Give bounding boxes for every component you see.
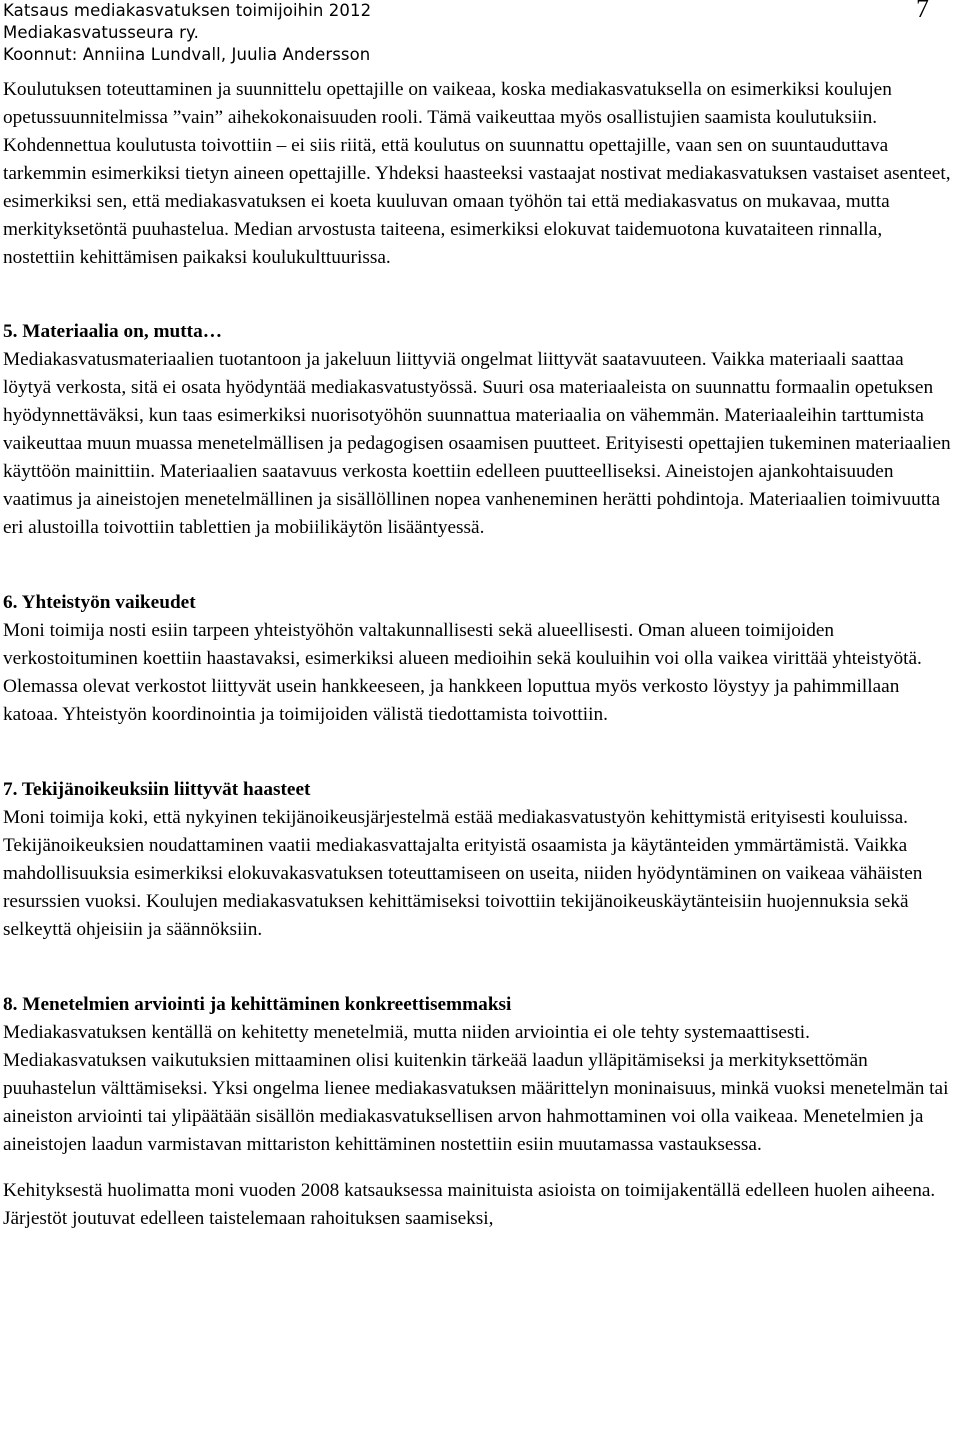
page-number: 7 <box>916 0 929 23</box>
document-body <box>3 76 953 1233</box>
section-heading: 7. Tekijänoikeuksiin liittyvät haasteet <box>3 779 311 800</box>
report-title: Katsaus mediakasvatuksen toimijoihin 2012 <box>3 1 372 20</box>
section-heading: 5. Materiaalia on, mutta… <box>3 321 223 342</box>
section-paragraph: Moni toimija nosti esiin tarpeen yhteistyöhön valtakunnallisesti sekä alueellisesti. Oman alueen toimijoiden verkostoituminen koettiin haastavaksi, esimerkiksi alueen medioihin sekä kouluihin voi olla vaikea virittää yhteistyötä. Olemassa olevat verkostot liittyvät usein hankkeeseen, ja hankkeen loputtua myös verkosto löystyy ja pahimmillaan katoaa. Yhteistyön koordinointia ja toimijoiden välistä tiedottamista toivottiin. <box>3 620 922 725</box>
section-paragraph: Mediakasvatuksen kentällä on kehitetty menetelmiä, mutta niiden arviointia ei ole tehty systemaattisesti. Mediakasvatuksen vaikutuksien mittaaminen olisi kuitenkin tärkeää laadun ylläpitämiseksi ja merkityksettömän puuhastelun välttämiseksi. Yksi ongelma lienee mediakasvatuksen määrittelyn moninaisuus, minkä vuoksi menetelmän tai aineiston arviointi tai ylipäätään sisällön mediakasvatuksellisen arvon hahmottaminen voi olla vaikeaa. Menetelmien ja aineistojen laadun varmistavan mittariston kehittäminen nostettiin esiin muutamassa vastauksessa. <box>3 1022 949 1155</box>
section-heading: 6. Yhteistyön vaikeudet <box>3 592 196 613</box>
section-paragraph: Mediakasvatusmateriaalien tuotantoon ja jakeluun liittyviä ongelmat liittyvät saatavuuteen. Vaikka materiaali saattaa löytyä verkosta, sitä ei osata hyödyntää mediakasvatustyössä. Suuri osa materiaaleista on suunnattu formaalin opetuksen hyödynnettäväksi, kun taas esimerkiksi nuorisotyöhön suunnattua materiaalia on vähemmän. Materiaaleihin tarttumista vaikeuttaa muun muassa menetelmällisen ja pedagogisen osaamisen puutteet. Erityisesti opettajien tukeminen materiaalien käyttöön mainittiin. Materiaalien saatavuus verkosta koettiin edelleen puutteelliseksi. Aineistojen ajankohtaisuuden vaatimus ja aineistojen menetelmällinen ja sisällöllinen nopea vanheneminen herätti pohdintoja. Materiaalien toimivuutta eri alustoilla toivottiin tablettien ja mobiilikäytön lisääntyessä. <box>3 349 951 538</box>
intro-paragraph: Koulutuksen toteuttaminen ja suunnittelu opettajille on vaikeaa, koska mediakasvatuksella on esimerkiksi koulujen opetussuunnitelmissa ”vain” aihekokonaisuuden rooli. Tämä vaikeuttaa myös osallistujien saamista koulutuksiin. Kohdennettua koulutusta toivottiin – ei siis riitä, että koulutus on suunnattu opettajille, vaan sen on suuntauduttava tarkemmin esimerkiksi tietyn aineen opettajille. Yhdeksi haasteeksi vastaajat nostivat mediakasvatuksen vastaiset asenteet, esimerkiksi sen, että mediakasvatuksen ei koeta kuuluvan omaan työhön tai että mediakasvatus on mukavaa, mutta merkityksetöntä puuhastelua. Median arvostusta taiteena, esimerkiksi elokuvat taidemuotona kuvataiteen rinnalla, nostettiin kehittämisen paikaksi koulukulttuurissa. <box>3 79 951 268</box>
closing-paragraph: Kehityksestä huolimatta moni vuoden 2008 katsauksessa mainituista asioista on toimijakentällä edelleen huolen aiheena. Järjestöt joutuvat edelleen taistelemaan rahoituksen saamiseksi, <box>3 1180 936 1229</box>
organization-name: Mediakasvatusseura ry. <box>3 23 199 42</box>
section-heading: 8. Menetelmien arviointi ja kehittäminen konkreettisemmaksi <box>3 994 512 1015</box>
section-paragraph: Moni toimija koki, että nykyinen tekijänoikeusjärjestelmä estää mediakasvatustyön kehittymistä erityisesti kouluissa. Tekijänoikeuksien noudattaminen vaatii mediakasvattajalta erityistä osaamista ja käytänteiden ymmärtämistä. Vaikka mahdollisuuksia esimerkiksi elokuvakasvatuksen toteuttamiseen on useita, niiden hyödyntäminen on vaikeaa vähäisten resurssien vuoksi. Koulujen mediakasvatuksen kehittämiseksi toivottiin tekijänoikeuskäytänteisiin huojennuksia sekä selkeyttä ohjeisiin ja säännöksiin. <box>3 807 923 940</box>
compilers-line: Koonnut: Anniina Lundvall, Juulia Andersson <box>3 45 371 64</box>
page-header <box>3 0 371 66</box>
